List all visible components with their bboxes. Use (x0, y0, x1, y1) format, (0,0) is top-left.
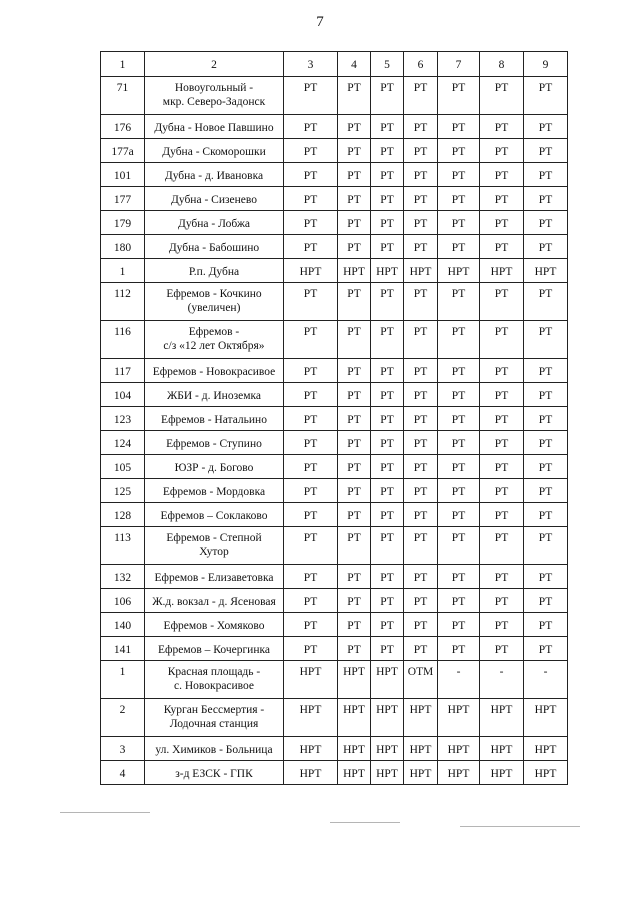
status-cell: РТ (371, 589, 404, 613)
status-cell: РТ (371, 359, 404, 383)
status-cell: РТ (438, 139, 480, 163)
status-cell: РТ (524, 589, 568, 613)
status-cell: РТ (438, 613, 480, 637)
status-cell: РТ (438, 383, 480, 407)
status-cell: РТ (480, 479, 524, 503)
route-name-cell: Дубна - Скоморошки (145, 139, 284, 163)
route-number-cell: 101 (101, 163, 145, 187)
status-cell: РТ (524, 321, 568, 359)
status-cell: РТ (338, 613, 371, 637)
status-cell: НРТ (404, 737, 438, 761)
table-row (101, 503, 568, 527)
route-name-cell: Ефремов - Степной Хутор (145, 527, 284, 565)
status-cell: РТ (438, 321, 480, 359)
status-cell: - (438, 661, 480, 699)
status-cell: РТ (284, 479, 338, 503)
status-cell: РТ (338, 77, 371, 115)
status-cell: РТ (338, 431, 371, 455)
status-cell: НРТ (371, 661, 404, 699)
status-cell: РТ (480, 455, 524, 479)
status-cell: РТ (371, 431, 404, 455)
status-cell: НРТ (371, 761, 404, 785)
route-name-cell: Дубна - д. Ивановка (145, 163, 284, 187)
status-cell: РТ (338, 503, 371, 527)
status-cell: РТ (480, 163, 524, 187)
table-row (101, 479, 568, 503)
table-row (101, 187, 568, 211)
route-name-cell: Ефремов – Кочергинка (145, 637, 284, 661)
status-cell: НРТ (338, 761, 371, 785)
status-cell: РТ (524, 613, 568, 637)
header-cell: 3 (284, 52, 338, 77)
route-number-cell: 141 (101, 637, 145, 661)
status-cell: РТ (338, 383, 371, 407)
status-cell: РТ (480, 321, 524, 359)
status-cell: РТ (404, 235, 438, 259)
route-number-cell: 123 (101, 407, 145, 431)
status-cell: РТ (438, 431, 480, 455)
status-cell: РТ (480, 589, 524, 613)
status-cell: РТ (524, 527, 568, 565)
route-number-cell: 140 (101, 613, 145, 637)
route-number-cell: 1 (101, 661, 145, 699)
status-cell: НРТ (480, 699, 524, 737)
table-row (101, 383, 568, 407)
route-name-cell: ЮЗР - д. Богово (145, 455, 284, 479)
status-cell: РТ (438, 77, 480, 115)
status-cell: НРТ (438, 737, 480, 761)
table-row (101, 211, 568, 235)
status-cell: РТ (438, 637, 480, 661)
status-cell: РТ (480, 77, 524, 115)
status-cell: РТ (524, 359, 568, 383)
status-cell: НРТ (480, 259, 524, 283)
status-cell: РТ (371, 187, 404, 211)
status-cell: РТ (480, 115, 524, 139)
status-cell: РТ (404, 139, 438, 163)
status-cell: РТ (404, 211, 438, 235)
status-cell: НРТ (338, 737, 371, 761)
status-cell: РТ (438, 527, 480, 565)
status-cell: РТ (284, 115, 338, 139)
route-number-cell: 106 (101, 589, 145, 613)
status-cell: РТ (404, 613, 438, 637)
route-name-cell: Курган Бессмертия - Лодочная станция (145, 699, 284, 737)
status-cell: РТ (404, 565, 438, 589)
status-cell: РТ (371, 321, 404, 359)
status-cell: НРТ (438, 761, 480, 785)
status-cell: РТ (438, 235, 480, 259)
table-row (101, 163, 568, 187)
table-row (101, 589, 568, 613)
status-cell: РТ (371, 383, 404, 407)
status-cell: РТ (371, 283, 404, 321)
status-cell: РТ (338, 321, 371, 359)
status-cell: РТ (284, 187, 338, 211)
status-cell: РТ (404, 187, 438, 211)
route-number-cell: 117 (101, 359, 145, 383)
table-row (101, 431, 568, 455)
status-cell: - (524, 661, 568, 699)
status-cell: РТ (371, 235, 404, 259)
route-number-cell: 1 (101, 259, 145, 283)
status-cell: РТ (338, 359, 371, 383)
table-row (101, 283, 568, 321)
status-cell: НРТ (524, 699, 568, 737)
route-name-cell: Ефремов - Кочкино (увеличен) (145, 283, 284, 321)
status-cell: РТ (438, 115, 480, 139)
status-cell: РТ (404, 77, 438, 115)
status-cell: РТ (404, 321, 438, 359)
table-row (101, 455, 568, 479)
status-cell: НРТ (371, 699, 404, 737)
status-cell: РТ (480, 431, 524, 455)
table-row (101, 359, 568, 383)
status-cell: РТ (371, 139, 404, 163)
table-row (101, 661, 568, 699)
status-cell: РТ (284, 455, 338, 479)
status-cell: РТ (338, 407, 371, 431)
status-cell: РТ (438, 503, 480, 527)
status-cell: НРТ (480, 737, 524, 761)
status-cell: РТ (404, 431, 438, 455)
status-cell: РТ (404, 527, 438, 565)
route-name-cell: Ефремов - Елизаветовка (145, 565, 284, 589)
route-name-cell: Дубна - Бабошино (145, 235, 284, 259)
route-number-cell: 104 (101, 383, 145, 407)
header-row (101, 52, 568, 77)
status-cell: РТ (284, 613, 338, 637)
route-number-cell: 176 (101, 115, 145, 139)
status-cell: РТ (284, 383, 338, 407)
table-row (101, 259, 568, 283)
status-cell: РТ (338, 115, 371, 139)
header-cell: 4 (338, 52, 371, 77)
status-cell: РТ (338, 479, 371, 503)
status-cell: РТ (404, 359, 438, 383)
status-cell: РТ (438, 589, 480, 613)
header-cell: 7 (438, 52, 480, 77)
status-cell: РТ (338, 527, 371, 565)
routes-table (100, 51, 568, 785)
status-cell: РТ (404, 503, 438, 527)
status-cell: НРТ (338, 661, 371, 699)
status-cell: РТ (480, 139, 524, 163)
status-cell: РТ (480, 187, 524, 211)
status-cell: РТ (371, 407, 404, 431)
status-cell: НРТ (524, 761, 568, 785)
status-cell: НРТ (284, 699, 338, 737)
route-name-cell: Ефремов - Мордовка (145, 479, 284, 503)
status-cell: РТ (338, 187, 371, 211)
scan-artifact-line (460, 826, 580, 827)
status-cell: РТ (480, 235, 524, 259)
status-cell: РТ (438, 407, 480, 431)
status-cell: РТ (284, 77, 338, 115)
header-cell: 8 (480, 52, 524, 77)
status-cell: РТ (524, 565, 568, 589)
status-cell: РТ (404, 637, 438, 661)
status-cell: РТ (284, 139, 338, 163)
status-cell: РТ (371, 77, 404, 115)
table-row (101, 407, 568, 431)
header-cell: 5 (371, 52, 404, 77)
status-cell: НРТ (338, 259, 371, 283)
status-cell: РТ (524, 139, 568, 163)
status-cell: РТ (438, 565, 480, 589)
route-name-cell: Новоугольный - мкр. Северо-Задонск (145, 77, 284, 115)
status-cell: НРТ (524, 259, 568, 283)
status-cell: РТ (371, 479, 404, 503)
status-cell: РТ (524, 77, 568, 115)
route-number-cell: 3 (101, 737, 145, 761)
status-cell: НРТ (284, 737, 338, 761)
status-cell: РТ (338, 211, 371, 235)
status-cell: РТ (524, 211, 568, 235)
status-cell: РТ (284, 321, 338, 359)
status-cell: РТ (284, 503, 338, 527)
status-cell: РТ (338, 589, 371, 613)
status-cell: РТ (480, 527, 524, 565)
table-row (101, 565, 568, 589)
route-number-cell: 2 (101, 699, 145, 737)
status-cell: РТ (371, 455, 404, 479)
status-cell: НРТ (371, 737, 404, 761)
route-number-cell: 112 (101, 283, 145, 321)
status-cell: НРТ (284, 259, 338, 283)
status-cell: РТ (404, 115, 438, 139)
status-cell: РТ (284, 527, 338, 565)
table-row (101, 637, 568, 661)
status-cell: РТ (524, 115, 568, 139)
status-cell: РТ (338, 139, 371, 163)
status-cell: РТ (480, 637, 524, 661)
route-number-cell: 180 (101, 235, 145, 259)
route-number-cell: 132 (101, 565, 145, 589)
route-name-cell: ул. Химиков - Больница (145, 737, 284, 761)
status-cell: РТ (438, 187, 480, 211)
status-cell: НРТ (284, 661, 338, 699)
route-number-cell: 71 (101, 77, 145, 115)
status-cell: НРТ (371, 259, 404, 283)
status-cell: РТ (371, 637, 404, 661)
route-name-cell: Ефремов - Новокрасивое (145, 359, 284, 383)
status-cell: РТ (371, 163, 404, 187)
table-row (101, 115, 568, 139)
table-row (101, 235, 568, 259)
route-name-cell: ЖБИ - д. Иноземка (145, 383, 284, 407)
status-cell: РТ (404, 479, 438, 503)
status-cell: РТ (480, 211, 524, 235)
status-cell: РТ (480, 613, 524, 637)
status-cell: НРТ (404, 699, 438, 737)
status-cell: РТ (524, 503, 568, 527)
header-cell: 2 (145, 52, 284, 77)
route-name-cell: з-д ЕЗСК - ГПК (145, 761, 284, 785)
route-number-cell: 177а (101, 139, 145, 163)
status-cell: РТ (524, 455, 568, 479)
scan-artifact-line (60, 812, 150, 813)
status-cell: РТ (438, 163, 480, 187)
status-cell: РТ (371, 211, 404, 235)
routes-table-body (101, 52, 568, 785)
status-cell: РТ (524, 479, 568, 503)
status-cell: РТ (524, 187, 568, 211)
table-row (101, 699, 568, 737)
status-cell: НРТ (480, 761, 524, 785)
status-cell: ОТМ (404, 661, 438, 699)
status-cell: РТ (371, 115, 404, 139)
route-name-cell: Р.п. Дубна (145, 259, 284, 283)
status-cell: РТ (338, 455, 371, 479)
status-cell: РТ (480, 407, 524, 431)
page-number: 7 (316, 14, 324, 30)
route-name-cell: Ж.д. вокзал - д. Ясеновая (145, 589, 284, 613)
route-number-cell: 116 (101, 321, 145, 359)
status-cell: РТ (284, 637, 338, 661)
status-cell: РТ (371, 565, 404, 589)
status-cell: РТ (480, 503, 524, 527)
status-cell: РТ (438, 479, 480, 503)
scan-artifact-line (330, 822, 400, 823)
status-cell: РТ (524, 283, 568, 321)
status-cell: РТ (284, 431, 338, 455)
table-row (101, 761, 568, 785)
status-cell: РТ (438, 359, 480, 383)
status-cell: - (480, 661, 524, 699)
route-name-cell: Ефремов - Хомяково (145, 613, 284, 637)
status-cell: РТ (480, 359, 524, 383)
status-cell: РТ (524, 407, 568, 431)
status-cell: РТ (338, 637, 371, 661)
route-number-cell: 4 (101, 761, 145, 785)
status-cell: РТ (404, 383, 438, 407)
route-name-cell: Дубна - Сизенево (145, 187, 284, 211)
table-row (101, 527, 568, 565)
route-name-cell: Ефремов - Натальино (145, 407, 284, 431)
table-row (101, 139, 568, 163)
status-cell: РТ (404, 163, 438, 187)
route-name-cell: Дубна - Новое Павшино (145, 115, 284, 139)
route-number-cell: 179 (101, 211, 145, 235)
status-cell: РТ (480, 565, 524, 589)
status-cell: РТ (338, 163, 371, 187)
status-cell: РТ (284, 211, 338, 235)
status-cell: РТ (524, 163, 568, 187)
route-number-cell: 124 (101, 431, 145, 455)
route-name-cell: Ефремов - Ступино (145, 431, 284, 455)
status-cell: РТ (284, 359, 338, 383)
status-cell: РТ (524, 431, 568, 455)
status-cell: РТ (524, 235, 568, 259)
route-number-cell: 125 (101, 479, 145, 503)
status-cell: НРТ (404, 761, 438, 785)
status-cell: НРТ (524, 737, 568, 761)
status-cell: РТ (284, 589, 338, 613)
route-number-cell: 177 (101, 187, 145, 211)
status-cell: РТ (371, 503, 404, 527)
header-cell: 9 (524, 52, 568, 77)
route-name-cell: Ефремов – Соклаково (145, 503, 284, 527)
status-cell: РТ (338, 235, 371, 259)
status-cell: РТ (284, 283, 338, 321)
status-cell: НРТ (338, 699, 371, 737)
route-name-cell: Дубна - Лобжа (145, 211, 284, 235)
status-cell: РТ (480, 283, 524, 321)
header-cell: 6 (404, 52, 438, 77)
status-cell: РТ (284, 235, 338, 259)
route-number-cell: 105 (101, 455, 145, 479)
status-cell: РТ (404, 589, 438, 613)
status-cell: РТ (284, 407, 338, 431)
table-row (101, 77, 568, 115)
status-cell: РТ (404, 283, 438, 321)
status-cell: РТ (438, 283, 480, 321)
header-cell: 1 (101, 52, 145, 77)
status-cell: РТ (371, 527, 404, 565)
status-cell: РТ (404, 407, 438, 431)
status-cell: РТ (480, 383, 524, 407)
table-row (101, 321, 568, 359)
status-cell: РТ (284, 565, 338, 589)
route-name-cell: Красная площадь - с. Новокрасивое (145, 661, 284, 699)
status-cell: РТ (438, 455, 480, 479)
status-cell: НРТ (404, 259, 438, 283)
status-cell: РТ (371, 613, 404, 637)
table-row (101, 737, 568, 761)
status-cell: РТ (284, 163, 338, 187)
status-cell: НРТ (438, 699, 480, 737)
route-name-cell: Ефремов - с/з «12 лет Октября» (145, 321, 284, 359)
status-cell: РТ (438, 211, 480, 235)
status-cell: РТ (338, 283, 371, 321)
status-cell: НРТ (284, 761, 338, 785)
status-cell: РТ (524, 637, 568, 661)
route-number-cell: 113 (101, 527, 145, 565)
route-number-cell: 128 (101, 503, 145, 527)
status-cell: РТ (338, 565, 371, 589)
status-cell: НРТ (438, 259, 480, 283)
status-cell: РТ (404, 455, 438, 479)
status-cell: РТ (524, 383, 568, 407)
table-row (101, 613, 568, 637)
